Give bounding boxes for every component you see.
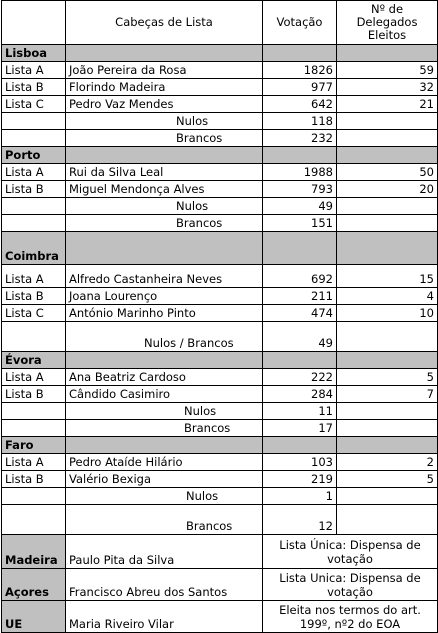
table-row-nulos	[2, 198, 438, 215]
nulos-value: 1	[263, 488, 337, 505]
table-row-nulos	[2, 113, 438, 130]
special-row-ue	[2, 601, 438, 633]
nulos-value: 49	[263, 198, 337, 215]
header-row	[2, 1, 438, 45]
nulos-label: Nulos	[66, 488, 263, 505]
nulos-label: Nulos	[66, 113, 263, 130]
brancos-label: Brancos	[66, 215, 263, 232]
candidate-name: Joana Lourenço	[66, 288, 263, 305]
votes-value: 211	[263, 288, 337, 305]
votes-value: 1826	[263, 62, 337, 79]
delegates-value: 5	[337, 369, 438, 386]
list-label: Lista C	[2, 305, 66, 322]
delegates-value: 20	[337, 181, 438, 198]
brancos-value: 151	[263, 215, 337, 232]
candidate-name: João Pereira da Rosa	[66, 62, 263, 79]
brancos-label: Brancos	[66, 505, 263, 535]
list-label: Lista A	[2, 265, 66, 288]
brancos-value: 17	[263, 420, 337, 437]
table-row	[2, 471, 438, 488]
list-label: Lista B	[2, 288, 66, 305]
header-votes: Votação	[263, 1, 337, 45]
district-header-evora	[2, 352, 438, 369]
district-name: Évora	[2, 352, 66, 369]
delegates-value: 10	[337, 305, 438, 322]
header-delegates: Nº de Delegados Eleitos	[337, 1, 438, 45]
table-row	[2, 454, 438, 471]
table-row	[2, 369, 438, 386]
nulos-label: Nulos	[66, 198, 263, 215]
table-row	[2, 62, 438, 79]
list-label: Lista B	[2, 79, 66, 96]
list-label: Lista C	[2, 96, 66, 113]
table-row	[2, 164, 438, 181]
table-row-brancos	[2, 505, 438, 535]
header-empty-cell	[2, 1, 66, 45]
special-note: Eleita nos termos do art. 199º, nº2 do EOA	[263, 601, 438, 633]
votes-value: 642	[263, 96, 337, 113]
delegates-value: 32	[337, 79, 438, 96]
list-label: Lista B	[2, 386, 66, 403]
list-label: Lista A	[2, 454, 66, 471]
table-row	[2, 96, 438, 113]
candidate-name: Florindo Madeira	[66, 79, 263, 96]
nulos-brancos-label: Nulos / Brancos	[66, 322, 263, 352]
brancos-label: Brancos	[66, 420, 263, 437]
delegates-value: 59	[337, 62, 438, 79]
table-row	[2, 305, 438, 322]
table-row-nulos	[2, 403, 438, 420]
nulos-value: 118	[263, 113, 337, 130]
table-row-brancos	[2, 130, 438, 147]
votes-value: 977	[263, 79, 337, 96]
region-name: UE	[2, 601, 66, 633]
special-row-acores	[2, 569, 438, 601]
votes-value: 793	[263, 181, 337, 198]
list-label: Lista B	[2, 181, 66, 198]
region-name: Madeira	[2, 535, 66, 569]
votes-value: 219	[263, 471, 337, 488]
candidate-name: Alfredo Castanheira Neves	[66, 265, 263, 288]
votes-value: 222	[263, 369, 337, 386]
table-row-brancos	[2, 420, 438, 437]
candidate-name: Francisco Abreu dos Santos	[66, 569, 263, 601]
brancos-label: Brancos	[66, 130, 263, 147]
delegates-value: 50	[337, 164, 438, 181]
delegates-value: 7	[337, 386, 438, 403]
nulos-brancos-value: 49	[263, 322, 337, 352]
special-note: Lista Unica: Dispensa de votação	[263, 569, 438, 601]
votes-value: 1988	[263, 164, 337, 181]
candidate-name: Pedro Vaz Mendes	[66, 96, 263, 113]
table-row	[2, 79, 438, 96]
region-name: Açores	[2, 569, 66, 601]
table-row-nulos	[2, 488, 438, 505]
candidate-name: António Marinho Pinto	[66, 305, 263, 322]
special-note: Lista Única: Dispensa de votação	[263, 535, 438, 569]
list-label: Lista A	[2, 164, 66, 181]
delegates-value: 5	[337, 471, 438, 488]
delegates-value: 2	[337, 454, 438, 471]
brancos-value: 232	[263, 130, 337, 147]
district-header-lisboa	[2, 45, 438, 62]
table-row	[2, 181, 438, 198]
candidate-name: Paulo Pita da Silva	[66, 535, 263, 569]
candidate-name: Pedro Ataíde Hilário	[66, 454, 263, 471]
delegates-value: 21	[337, 96, 438, 113]
nulos-label: Nulos	[66, 403, 263, 420]
table-row-nulos-brancos	[2, 322, 438, 352]
district-header-porto	[2, 147, 438, 164]
list-label: Lista A	[2, 369, 66, 386]
header-candidate: Cabeças de Lista	[66, 1, 263, 45]
table-row	[2, 288, 438, 305]
delegates-value: 4	[337, 288, 438, 305]
table-row-brancos	[2, 215, 438, 232]
district-name: Lisboa	[2, 45, 66, 62]
candidate-name: Valério Bexiga	[66, 471, 263, 488]
candidate-name: Rui da Silva Leal	[66, 164, 263, 181]
district-header-coimbra	[2, 232, 438, 265]
table-row	[2, 386, 438, 403]
district-name: Porto	[2, 147, 66, 164]
list-label: Lista B	[2, 471, 66, 488]
district-name: Coimbra	[2, 232, 66, 265]
votes-value: 103	[263, 454, 337, 471]
brancos-value: 12	[263, 505, 337, 535]
votes-value: 284	[263, 386, 337, 403]
candidate-name: Cândido Casimiro	[66, 386, 263, 403]
nulos-value: 11	[263, 403, 337, 420]
candidate-name: Ana Beatriz Cardoso	[66, 369, 263, 386]
special-row-madeira	[2, 535, 438, 569]
delegates-value: 15	[337, 265, 438, 288]
candidate-name: Miguel Mendonça Alves	[66, 181, 263, 198]
list-label: Lista A	[2, 62, 66, 79]
election-results-table	[1, 0, 438, 633]
district-header-faro	[2, 437, 438, 454]
table-row	[2, 265, 438, 288]
district-name: Faro	[2, 437, 66, 454]
candidate-name: Maria Riveiro Vilar	[66, 601, 263, 633]
votes-value: 692	[263, 265, 337, 288]
votes-value: 474	[263, 305, 337, 322]
